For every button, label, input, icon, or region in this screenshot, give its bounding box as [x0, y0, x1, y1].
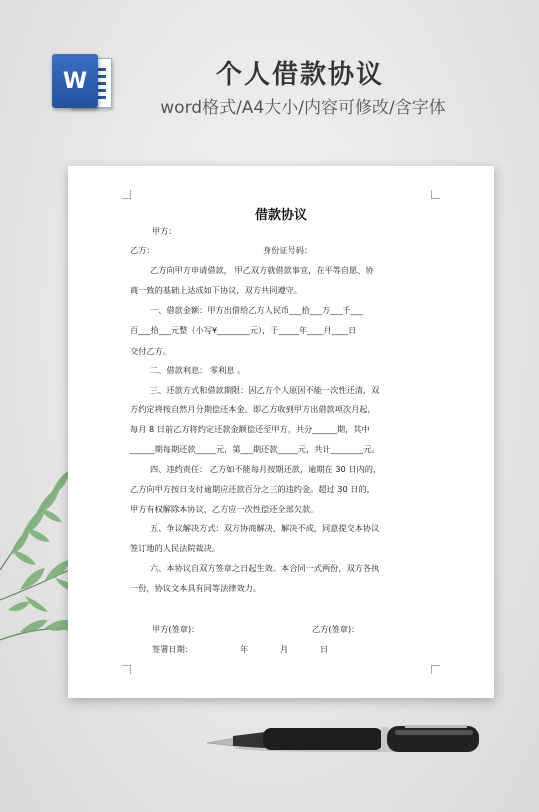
- paragraph-line: 乙方向甲方按日支付逾期应还款百分之三的违约金。超过 30 日的，: [130, 484, 375, 494]
- crop-mark: [122, 190, 131, 199]
- paragraph-line: 商一致的基础上达成如下协议，双方共同遵守。: [130, 285, 302, 295]
- paragraph-line: 签订地的人民法院裁决。: [130, 543, 221, 553]
- paragraph-line: 一份，协议文本具有同等法律效力。: [130, 583, 262, 593]
- crop-mark: [431, 665, 440, 674]
- party-b-label: 乙方：: [130, 245, 155, 255]
- paragraph-line: 交付乙方。: [130, 346, 171, 356]
- id-number-label: 身份证号码：: [263, 245, 313, 255]
- paragraph-line: 甲方有权解除本协议，乙方应一次性偿还全部欠款。: [130, 504, 319, 514]
- paragraph-line: 乙方向甲方申请借款， 甲乙双方就借款事宜，在平等自愿、协: [150, 265, 374, 275]
- crop-mark: [122, 665, 131, 674]
- paragraph-line: 每月 8 日前乙方将约定还款金额偿还至甲方，共分______期，其中: [130, 424, 370, 434]
- paragraph-line: 二、借款利息： 零利息 。: [150, 365, 246, 375]
- paragraph-line: 三、还款方式和借款期限：因乙方个人原因不能一次性还清，双: [150, 385, 380, 395]
- page-subtitle: word格式/A4大小/内容可修改/含字体: [160, 98, 446, 118]
- document-title: 借款协议: [254, 208, 307, 223]
- sign-date-month: 月: [280, 644, 289, 654]
- paragraph-line: 五、争议解决方式：双方协商解决，解决不成，同意提交本协议: [150, 523, 380, 533]
- page-title: 个人借款协议: [215, 60, 384, 90]
- signature-party-b: 乙方(签章)：: [312, 624, 360, 634]
- sign-date-year: 年: [240, 644, 249, 654]
- word-icon-letter: W: [62, 68, 88, 94]
- fountain-pen-decoration: [205, 718, 485, 758]
- paragraph-line: 百___拾___元整（小写¥________元），于_____年____月____日: [130, 325, 357, 335]
- party-a-label: 甲方：: [152, 226, 177, 236]
- document-page: [68, 166, 494, 698]
- paragraph-line: ______期每期还款_____元，第___期还款_____元，共计________元。: [130, 444, 380, 454]
- word-icon: [52, 54, 112, 110]
- paragraph-line: 四、违约责任： 乙方如不能每月按期还款，逾期在 30 日内的，: [150, 464, 382, 474]
- paragraph-line: 一、借款金额：甲方出借给乙方人民币___拾___万___千___: [150, 305, 363, 315]
- paragraph-line: 方约定将按自然月分期偿还本金。即乙方收到甲方出借款项次月起，: [130, 404, 376, 414]
- crop-mark: [431, 190, 440, 199]
- paragraph-line: 六、本协议自双方签章之日起生效。本合同一式两份，双方各执: [150, 563, 380, 573]
- word-icon-badge: [52, 54, 98, 108]
- sign-date-label: 签署日期：: [152, 644, 193, 654]
- signature-party-a: 甲方(签章)：: [152, 624, 200, 634]
- sign-date-day: 日: [320, 644, 329, 654]
